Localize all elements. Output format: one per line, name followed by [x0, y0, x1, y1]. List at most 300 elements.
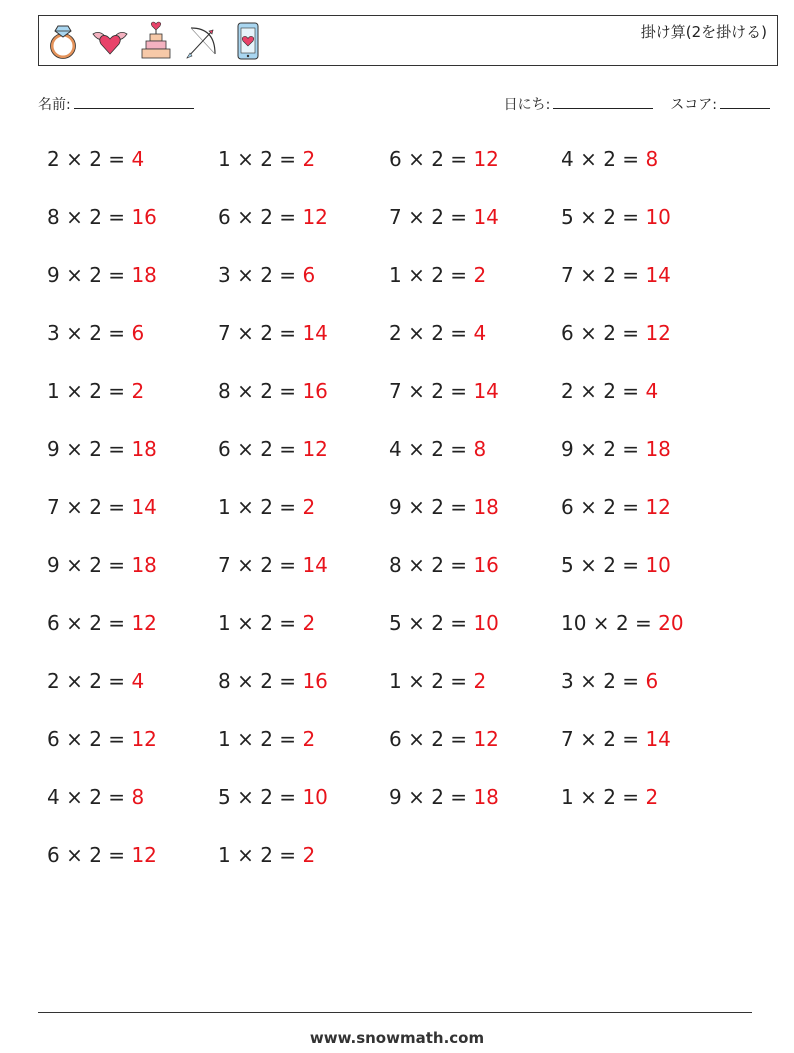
problem-answer: 18: [131, 437, 157, 461]
problem-factor-a: 8: [218, 379, 231, 403]
problem-answer: 8: [645, 147, 659, 171]
problem-item: [47, 611, 157, 635]
phone-heart-icon: [229, 20, 267, 62]
problem-answer: 14: [473, 379, 499, 403]
problem-factor-b: 2: [260, 379, 273, 403]
problem-factor-a: 6: [561, 321, 574, 345]
problem-answer: 18: [473, 495, 499, 519]
problem-item: [218, 147, 315, 171]
multiply-sign: ×: [230, 669, 261, 693]
problem-answer: 4: [473, 321, 487, 345]
equals-sign: =: [272, 321, 303, 345]
problem-item: [47, 263, 157, 287]
problem-factor-a: 10: [561, 611, 587, 635]
problem-factor-b: 2: [603, 495, 616, 519]
problem-factor-a: 6: [218, 437, 231, 461]
winged-heart-icon: [91, 20, 129, 62]
equals-sign: =: [101, 843, 132, 867]
problem-factor-a: 6: [47, 843, 60, 867]
problem-answer: 14: [645, 727, 671, 751]
problem-item: [561, 611, 684, 635]
wedding-cake-icon: [137, 20, 175, 62]
problem-factor-a: 6: [218, 205, 231, 229]
problem-factor-b: 2: [260, 205, 273, 229]
problem-factor-b: 2: [260, 727, 273, 751]
icon-strip: [45, 20, 267, 62]
equals-sign: =: [272, 843, 303, 867]
problem-answer: 6: [131, 321, 145, 345]
problem-factor-a: 2: [47, 147, 60, 171]
problem-answer: 6: [645, 669, 659, 693]
problem-factor-b: 2: [260, 553, 273, 577]
problem-factor-b: 2: [603, 553, 616, 577]
name-blank[interactable]: [74, 94, 194, 109]
problem-item: [561, 727, 671, 751]
multiply-sign: ×: [573, 321, 604, 345]
equals-sign: =: [443, 495, 474, 519]
problem-answer: 2: [302, 611, 316, 635]
equals-sign: =: [272, 147, 303, 171]
problem-item: [389, 147, 499, 171]
problem-answer: 2: [473, 669, 487, 693]
equals-sign: =: [615, 147, 646, 171]
problem-item: [389, 263, 486, 287]
multiply-sign: ×: [59, 727, 90, 751]
equals-sign: =: [443, 263, 474, 287]
problem-answer: 16: [131, 205, 157, 229]
problem-answer: 18: [131, 553, 157, 577]
problem-factor-b: 2: [260, 669, 273, 693]
problem-factor-a: 3: [561, 669, 574, 693]
problem-answer: 10: [645, 553, 671, 577]
problem-item: [561, 785, 658, 809]
problem-answer: 8: [131, 785, 145, 809]
multiply-sign: ×: [573, 437, 604, 461]
multiply-sign: ×: [230, 379, 261, 403]
problem-factor-a: 1: [389, 263, 402, 287]
problem-answer: 12: [645, 321, 671, 345]
problem-factor-a: 1: [218, 727, 231, 751]
problem-answer: 10: [302, 785, 328, 809]
problem-item: [389, 785, 499, 809]
problem-factor-a: 2: [47, 669, 60, 693]
problem-item: [47, 379, 144, 403]
multiply-sign: ×: [59, 669, 90, 693]
multiply-sign: ×: [401, 321, 432, 345]
date-label: 日にち:: [503, 97, 551, 113]
equals-sign: =: [443, 205, 474, 229]
problem-item: [561, 147, 658, 171]
problem-factor-b: 2: [603, 379, 616, 403]
problem-factor-b: 2: [89, 321, 102, 345]
equals-sign: =: [272, 785, 303, 809]
problem-factor-b: 2: [89, 727, 102, 751]
problem-answer: 12: [131, 611, 157, 635]
problem-factor-a: 5: [389, 611, 402, 635]
problem-factor-a: 7: [561, 727, 574, 751]
problem-answer: 14: [645, 263, 671, 287]
problem-answer: 20: [658, 611, 684, 635]
equals-sign: =: [272, 437, 303, 461]
problem-item: [218, 437, 328, 461]
problem-factor-a: 9: [47, 263, 60, 287]
problem-factor-a: 5: [218, 785, 231, 809]
multiply-sign: ×: [230, 553, 261, 577]
multiply-sign: ×: [230, 437, 261, 461]
multiply-sign: ×: [59, 147, 90, 171]
problem-answer: 18: [473, 785, 499, 809]
problem-factor-b: 2: [603, 263, 616, 287]
problem-factor-a: 7: [218, 321, 231, 345]
problem-item: [218, 553, 328, 577]
problem-item: [218, 495, 315, 519]
multiply-sign: ×: [401, 611, 432, 635]
equals-sign: =: [272, 611, 303, 635]
problem-answer: 12: [131, 843, 157, 867]
problem-item: [218, 263, 315, 287]
equals-sign: =: [272, 727, 303, 751]
multiply-sign: ×: [401, 553, 432, 577]
worksheet-title: 掛け算(2を掛ける): [640, 23, 767, 41]
problem-factor-a: 9: [389, 785, 402, 809]
problem-answer: 12: [302, 205, 328, 229]
problem-factor-b: 2: [260, 843, 273, 867]
problem-answer: 6: [302, 263, 316, 287]
equals-sign: =: [443, 669, 474, 693]
problem-factor-a: 6: [389, 727, 402, 751]
problem-item: [389, 379, 499, 403]
problem-answer: 18: [645, 437, 671, 461]
problem-factor-b: 2: [89, 437, 102, 461]
problem-factor-a: 8: [47, 205, 60, 229]
footer-divider: [38, 1012, 752, 1013]
problem-factor-b: 2: [431, 669, 444, 693]
problem-item: [218, 843, 315, 867]
problem-item: [389, 321, 486, 345]
problem-factor-b: 2: [603, 321, 616, 345]
multiply-sign: ×: [230, 205, 261, 229]
name-field: [38, 94, 194, 114]
problem-factor-b: 2: [89, 669, 102, 693]
cupid-bow-arrow-icon: [183, 20, 221, 62]
problem-item: [561, 553, 671, 577]
equals-sign: =: [101, 205, 132, 229]
problem-factor-a: 4: [47, 785, 60, 809]
equals-sign: =: [101, 263, 132, 287]
problem-item: [47, 495, 157, 519]
problem-factor-b: 2: [89, 785, 102, 809]
equals-sign: =: [272, 263, 303, 287]
problem-answer: 4: [131, 147, 145, 171]
problem-factor-b: 2: [615, 611, 629, 635]
multiply-sign: ×: [59, 437, 90, 461]
problem-factor-a: 7: [47, 495, 60, 519]
multiply-sign: ×: [230, 321, 261, 345]
equals-sign: =: [615, 379, 646, 403]
problem-factor-a: 7: [389, 379, 402, 403]
equals-sign: =: [101, 785, 132, 809]
problem-factor-b: 2: [603, 205, 616, 229]
problem-factor-a: 4: [561, 147, 574, 171]
equals-sign: =: [101, 437, 132, 461]
problem-answer: 12: [473, 727, 499, 751]
multiply-sign: ×: [401, 379, 432, 403]
problem-factor-a: 9: [561, 437, 574, 461]
equals-sign: =: [443, 785, 474, 809]
multiply-sign: ×: [59, 611, 90, 635]
problem-factor-a: 1: [218, 611, 231, 635]
multiply-sign: ×: [230, 495, 261, 519]
problem-factor-b: 2: [431, 437, 444, 461]
score-blank[interactable]: [720, 94, 770, 109]
problem-factor-b: 2: [260, 147, 273, 171]
problem-answer: 10: [473, 611, 499, 635]
problem-factor-a: 2: [561, 379, 574, 403]
problem-answer: 10: [645, 205, 671, 229]
equals-sign: =: [615, 437, 646, 461]
problem-item: [389, 205, 499, 229]
problem-factor-b: 2: [260, 495, 273, 519]
equals-sign: =: [443, 437, 474, 461]
equals-sign: =: [615, 553, 646, 577]
problem-item: [218, 611, 315, 635]
multiply-sign: ×: [401, 727, 432, 751]
problem-item: [47, 553, 157, 577]
problem-factor-b: 2: [603, 785, 616, 809]
problem-factor-b: 2: [431, 495, 444, 519]
problem-factor-a: 8: [218, 669, 231, 693]
problem-answer: 2: [131, 379, 145, 403]
multiply-sign: ×: [59, 553, 90, 577]
problem-factor-a: 2: [389, 321, 402, 345]
problem-factor-b: 2: [431, 321, 444, 345]
problem-item: [47, 843, 157, 867]
date-blank[interactable]: [553, 94, 653, 109]
problem-answer: 2: [302, 495, 316, 519]
problem-factor-a: 3: [218, 263, 231, 287]
equals-sign: =: [101, 321, 132, 345]
equals-sign: =: [443, 379, 474, 403]
problem-item: [561, 205, 671, 229]
equals-sign: =: [272, 553, 303, 577]
problem-item: [561, 437, 671, 461]
multiply-sign: ×: [230, 147, 261, 171]
problem-item: [389, 553, 499, 577]
problem-factor-a: 6: [47, 611, 60, 635]
problem-answer: 16: [302, 379, 328, 403]
equals-sign: =: [443, 611, 474, 635]
multiply-sign: ×: [573, 205, 604, 229]
problem-item: [47, 437, 157, 461]
multiply-sign: ×: [59, 379, 90, 403]
multiply-sign: ×: [230, 727, 261, 751]
problem-factor-a: 5: [561, 205, 574, 229]
problem-item: [389, 727, 499, 751]
problem-answer: 14: [131, 495, 157, 519]
problem-answer: 16: [302, 669, 328, 693]
problem-answer: 12: [645, 495, 671, 519]
problem-item: [218, 785, 328, 809]
multiply-sign: ×: [59, 205, 90, 229]
problem-factor-a: 7: [389, 205, 402, 229]
problem-answer: 12: [302, 437, 328, 461]
equals-sign: =: [615, 263, 646, 287]
multiply-sign: ×: [573, 379, 604, 403]
problem-factor-b: 2: [603, 669, 616, 693]
problem-factor-b: 2: [431, 263, 444, 287]
multiply-sign: ×: [401, 437, 432, 461]
problem-answer: 14: [473, 205, 499, 229]
problem-factor-b: 2: [260, 321, 273, 345]
multiply-sign: ×: [401, 785, 432, 809]
equals-sign: =: [101, 553, 132, 577]
problem-factor-a: 1: [47, 379, 60, 403]
problem-answer: 2: [473, 263, 487, 287]
date-score-field: [504, 94, 770, 114]
problem-answer: 2: [302, 843, 316, 867]
multiply-sign: ×: [401, 669, 432, 693]
problem-factor-a: 1: [218, 495, 231, 519]
problem-factor-b: 2: [260, 785, 273, 809]
multiply-sign: ×: [59, 843, 90, 867]
problem-factor-b: 2: [89, 147, 102, 171]
problem-answer: 16: [473, 553, 499, 577]
problem-item: [47, 205, 157, 229]
multiply-sign: ×: [401, 147, 432, 171]
multiply-sign: ×: [401, 263, 432, 287]
problem-factor-a: 8: [389, 553, 402, 577]
problem-answer: 2: [645, 785, 659, 809]
equals-sign: =: [272, 205, 303, 229]
equals-sign: =: [272, 379, 303, 403]
problem-answer: 2: [302, 147, 316, 171]
problem-factor-b: 2: [431, 727, 444, 751]
problem-factor-b: 2: [89, 379, 102, 403]
equals-sign: =: [628, 611, 659, 635]
problem-factor-a: 1: [218, 147, 231, 171]
problem-item: [389, 495, 499, 519]
problem-factor-b: 2: [603, 727, 616, 751]
problem-factor-a: 3: [47, 321, 60, 345]
problem-item: [218, 727, 315, 751]
problem-item: [218, 669, 328, 693]
problem-item: [47, 321, 144, 345]
multiply-sign: ×: [573, 785, 604, 809]
problem-factor-a: 7: [561, 263, 574, 287]
problem-factor-b: 2: [260, 263, 273, 287]
problem-factor-b: 2: [89, 611, 102, 635]
equals-sign: =: [101, 379, 132, 403]
problem-factor-b: 2: [431, 205, 444, 229]
problem-factor-b: 2: [260, 437, 273, 461]
multiply-sign: ×: [230, 611, 261, 635]
equals-sign: =: [443, 727, 474, 751]
problem-item: [218, 205, 328, 229]
equals-sign: =: [615, 785, 646, 809]
problem-factor-a: 5: [561, 553, 574, 577]
problem-item: [561, 321, 671, 345]
problem-factor-b: 2: [431, 611, 444, 635]
problem-answer: 18: [131, 263, 157, 287]
problem-factor-b: 2: [89, 843, 102, 867]
multiply-sign: ×: [230, 785, 261, 809]
footer-url: www.snowmath.com: [309, 1029, 485, 1047]
equals-sign: =: [615, 669, 646, 693]
equals-sign: =: [443, 553, 474, 577]
problem-item: [561, 495, 671, 519]
problem-factor-a: 1: [561, 785, 574, 809]
multiply-sign: ×: [573, 263, 604, 287]
worksheet-header: [38, 15, 778, 66]
problem-item: [389, 437, 486, 461]
score-label: スコア:: [670, 97, 717, 113]
equals-sign: =: [272, 495, 303, 519]
equals-sign: =: [443, 321, 474, 345]
problem-answer: 12: [473, 147, 499, 171]
multiply-sign: ×: [573, 669, 604, 693]
problem-factor-b: 2: [89, 553, 102, 577]
problem-factor-a: 4: [389, 437, 402, 461]
equals-sign: =: [615, 495, 646, 519]
problem-item: [218, 321, 328, 345]
equals-sign: =: [615, 727, 646, 751]
problem-answer: 4: [645, 379, 659, 403]
multiply-sign: ×: [59, 263, 90, 287]
problem-factor-b: 2: [431, 785, 444, 809]
problem-item: [218, 379, 328, 403]
problem-factor-b: 2: [89, 263, 102, 287]
equals-sign: =: [101, 611, 132, 635]
multiply-sign: ×: [59, 785, 90, 809]
problem-factor-a: 6: [389, 147, 402, 171]
problem-item: [561, 263, 671, 287]
equals-sign: =: [101, 147, 132, 171]
problem-factor-a: 1: [218, 843, 231, 867]
problem-answer: 2: [302, 727, 316, 751]
problem-factor-a: 6: [561, 495, 574, 519]
problem-factor-a: 9: [47, 553, 60, 577]
problem-item: [561, 669, 658, 693]
problem-answer: 14: [302, 553, 328, 577]
problem-item: [47, 147, 144, 171]
equals-sign: =: [101, 727, 132, 751]
equals-sign: =: [615, 321, 646, 345]
problem-item: [47, 785, 144, 809]
multiply-sign: ×: [230, 263, 261, 287]
multiply-sign: ×: [573, 147, 604, 171]
problem-factor-a: 9: [389, 495, 402, 519]
problem-factor-b: 2: [431, 147, 444, 171]
multiply-sign: ×: [573, 553, 604, 577]
problem-factor-b: 2: [603, 437, 616, 461]
equals-sign: =: [615, 205, 646, 229]
multiply-sign: ×: [586, 611, 616, 635]
equals-sign: =: [101, 669, 132, 693]
problem-factor-a: 6: [47, 727, 60, 751]
problem-answer: 8: [473, 437, 487, 461]
problem-item: [47, 669, 144, 693]
equals-sign: =: [101, 495, 132, 519]
multiply-sign: ×: [573, 495, 604, 519]
problem-factor-b: 2: [260, 611, 273, 635]
equals-sign: =: [272, 669, 303, 693]
problem-factor-b: 2: [431, 379, 444, 403]
problem-factor-b: 2: [89, 495, 102, 519]
multiply-sign: ×: [230, 843, 261, 867]
multiply-sign: ×: [401, 205, 432, 229]
problem-answer: 14: [302, 321, 328, 345]
problem-item: [389, 611, 499, 635]
